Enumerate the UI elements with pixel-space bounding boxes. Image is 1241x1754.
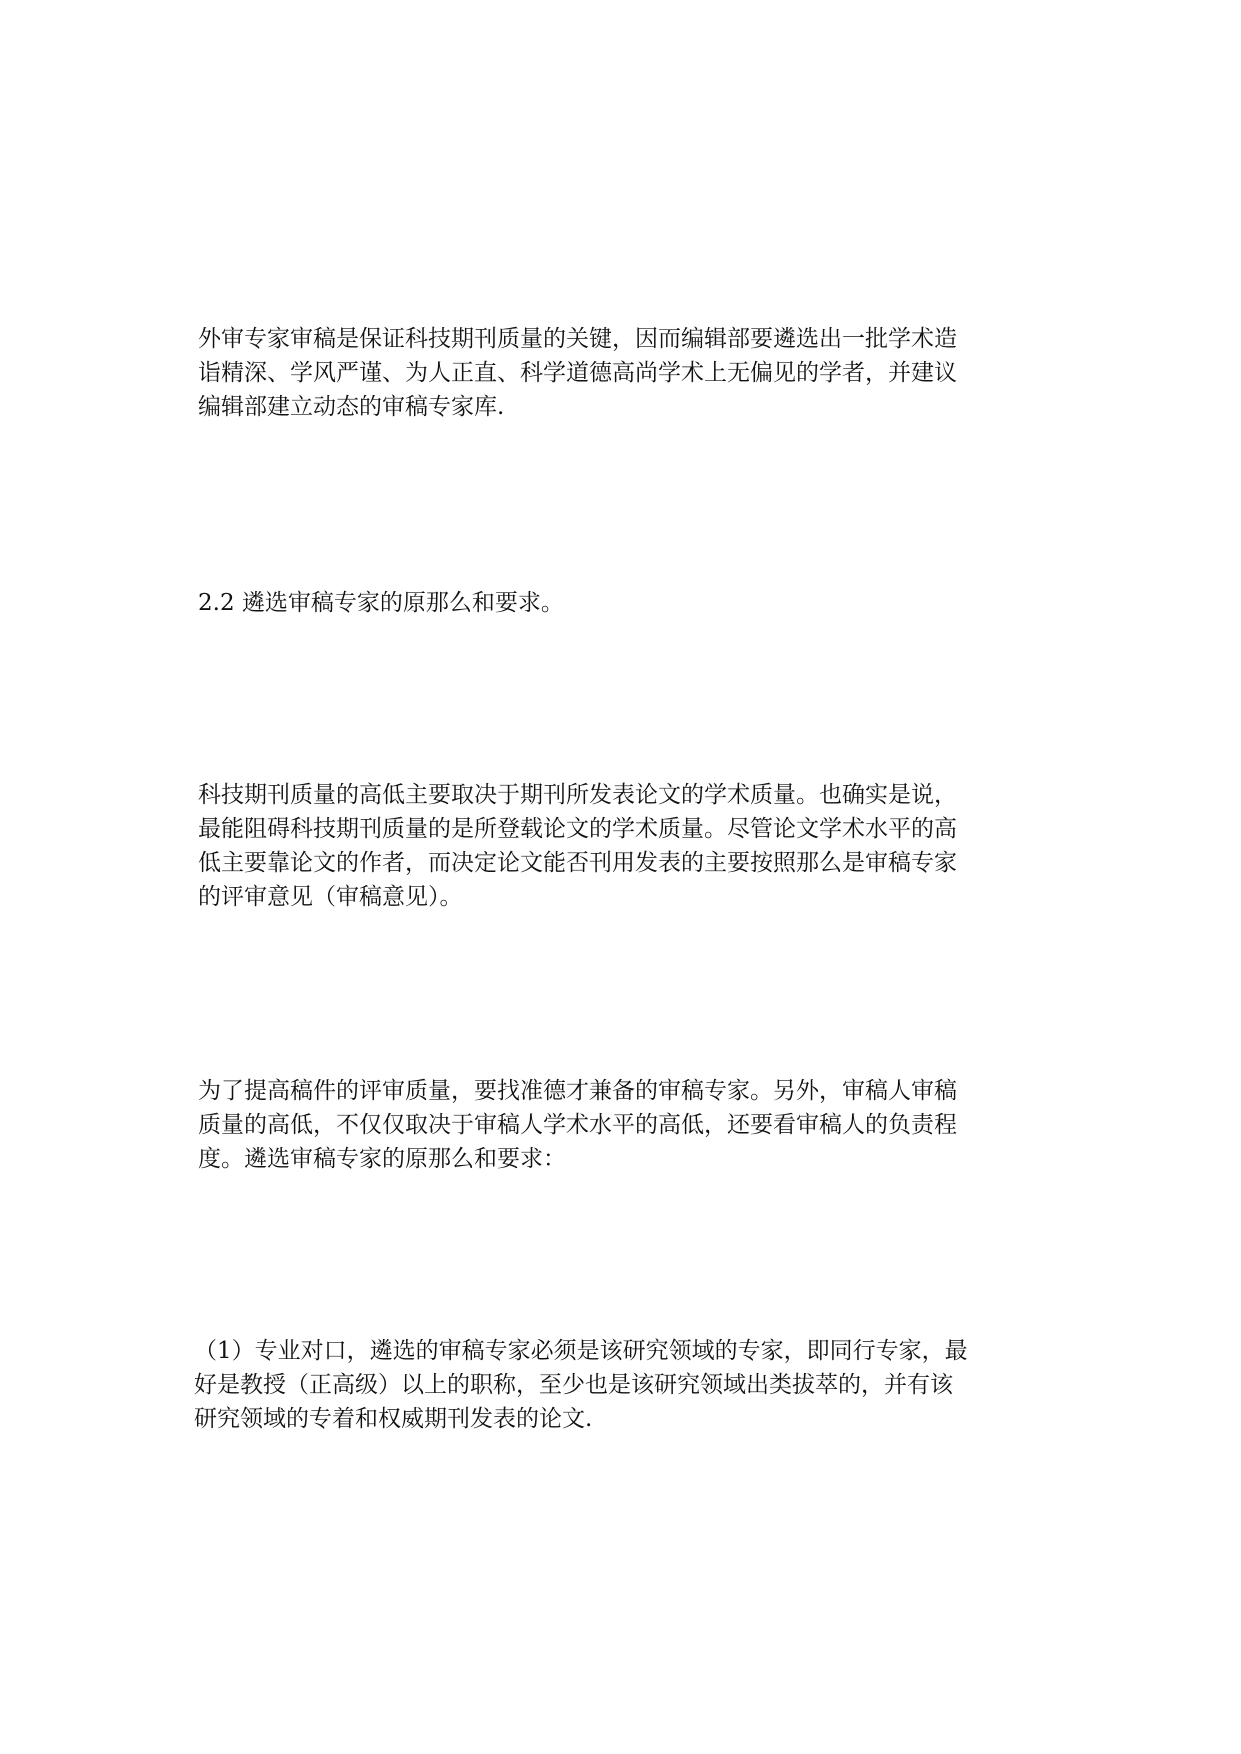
paragraph-review-quality (198, 1074, 1038, 1176)
paragraph-requirement-1 (194, 1334, 1034, 1436)
heading-text: 2.2 遴选审稿专家的原那么和要求。 (198, 590, 564, 616)
section-heading (198, 586, 1038, 620)
text-line: （1）专业对口，遴选的审稿专家必须是该研究领域的专家，即同行专家，最 (194, 1338, 968, 1364)
text-line: 好是教授（正高级）以上的职称，至少也是该研究领域出类拔萃的，并有该 (194, 1372, 953, 1398)
text-line: 科技期刊质量的高低主要取决于期刊所发表论文的学术质量。也确实是说， (198, 782, 957, 808)
text-line: 外审专家审稿是保证科技期刊质量的关键，因而编辑部要遴选出一批学术造 (198, 326, 957, 352)
paragraph-journal-quality (198, 778, 1038, 914)
text-line: 诣精深、学风严谨、为人正直、科学道德高尚学术上无偏见的学者，并建议 (198, 360, 957, 386)
text-line: 编辑部建立动态的审稿专家库. (198, 394, 505, 420)
text-line: 度。遴选审稿专家的原那么和要求： (198, 1146, 566, 1172)
text-line: 的评审意见（审稿意见）。 (198, 884, 463, 910)
text-line: 质量的高低，不仅仅取决于审稿人学术水平的高低，还要看审稿人的负责程 (198, 1112, 957, 1138)
text-line: 低主要靠论文的作者，而决定论文能否刊用发表的主要按照那么是审稿专家 (198, 850, 957, 876)
text-line: 为了提高稿件的评审质量，要找准德才兼备的审稿专家。另外，审稿人审稿 (198, 1078, 957, 1104)
text-line: 研究领域的专着和权威期刊发表的论文. (194, 1406, 593, 1432)
paragraph-expert-review-importance (198, 322, 1038, 424)
text-line: 最能阻碍科技期刊质量的是所登载论文的学术质量。尽管论文学术水平的高 (198, 816, 957, 842)
